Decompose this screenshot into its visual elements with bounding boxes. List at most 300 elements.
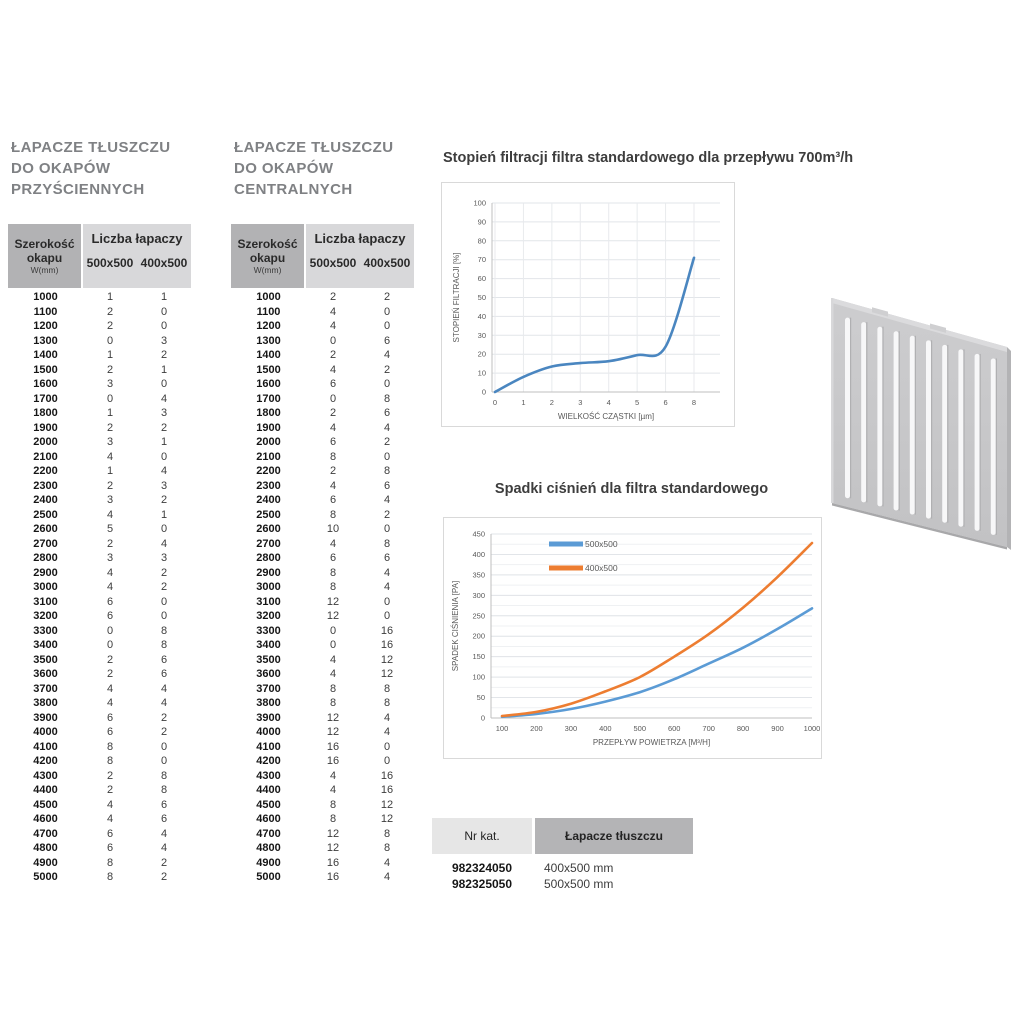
trap-count-cell: 12 xyxy=(326,610,340,622)
table-row xyxy=(231,740,414,755)
trap-count-cell: 8 xyxy=(106,871,114,883)
hood-width-cell: 1700 xyxy=(256,392,281,405)
trap-count-cell: 2 xyxy=(160,726,168,738)
trap-count-cell: 4 xyxy=(160,697,168,709)
trap-count-cell: 0 xyxy=(329,392,337,405)
trap-count-cell: 4 xyxy=(106,450,114,463)
trap-count-cell: 0 xyxy=(160,610,168,622)
table-row xyxy=(8,288,191,305)
hood-width-cell: 4200 xyxy=(256,755,281,767)
trap-count-cell: 3 xyxy=(160,479,168,492)
trap-count-cell: 6 xyxy=(383,407,391,419)
trap-count-cell: 4 xyxy=(383,581,391,593)
svg-text:40: 40 xyxy=(477,311,486,321)
wall-hoods-table-body xyxy=(8,288,191,885)
hood-width-cell: 1300 xyxy=(33,334,58,347)
table-row xyxy=(231,551,414,566)
table-row xyxy=(231,406,414,421)
trap-count-cell: 6 xyxy=(160,668,168,680)
title-line: CENTRALNYCH xyxy=(234,181,353,198)
hood-width-cell: 5000 xyxy=(33,871,58,883)
table-row xyxy=(8,609,191,624)
table-row xyxy=(8,580,191,595)
trap-count-cell: 0 xyxy=(106,639,114,651)
svg-text:90: 90 xyxy=(477,217,486,227)
trap-count-cell: 12 xyxy=(380,668,394,680)
table-row xyxy=(8,377,191,392)
hood-width-cell: 1800 xyxy=(256,407,281,419)
hood-width-cell: 2400 xyxy=(33,494,58,506)
hood-width-cell: 3500 xyxy=(256,653,281,666)
table-row xyxy=(8,595,191,610)
hood-width-cell: 3100 xyxy=(33,595,58,608)
table-row xyxy=(231,508,414,523)
hood-width-cell: 2300 xyxy=(33,479,58,492)
trap-count-cell: 2 xyxy=(160,871,168,883)
trap-count-cell: 2 xyxy=(106,653,114,666)
trap-count-cell: 1 xyxy=(160,508,168,521)
svg-text:5: 5 xyxy=(635,398,640,407)
hood-width-cell: 2000 xyxy=(256,436,281,448)
svg-text:70: 70 xyxy=(477,255,486,265)
trap-count-cell: 8 xyxy=(329,798,337,811)
trap-count-cell: 6 xyxy=(383,479,391,492)
trap-count-cell: 8 xyxy=(383,842,391,854)
trap-count-cell: 6 xyxy=(106,711,114,724)
trap-count-cell: 2 xyxy=(160,349,168,361)
central-hoods-table xyxy=(231,224,414,885)
hood-width-cell: 3000 xyxy=(256,581,281,593)
trap-count-cell: 2 xyxy=(329,407,337,419)
svg-text:150: 150 xyxy=(472,652,485,662)
size-400x500-header: 400x500 xyxy=(137,252,191,288)
table-row xyxy=(231,421,414,436)
table-row xyxy=(231,841,414,856)
trap-count-cell: 16 xyxy=(380,639,394,651)
grease-filter-image xyxy=(826,280,1016,563)
catalog-number: 982325050 xyxy=(451,877,513,891)
trap-count-cell: 6 xyxy=(106,726,114,738)
trap-count-cell: 3 xyxy=(106,494,114,506)
catalog-nr-header: Nr kat. xyxy=(432,818,532,854)
table-row xyxy=(8,508,191,523)
hood-width-cell: 4700 xyxy=(256,827,281,840)
hood-width-cell: 3400 xyxy=(256,639,281,651)
svg-text:700: 700 xyxy=(702,724,715,733)
hood-width-cell: 1400 xyxy=(33,349,58,361)
hood-width-cell: 2200 xyxy=(33,465,58,477)
hood-width-cell: 4800 xyxy=(33,842,58,854)
trap-count-cell: 8 xyxy=(106,755,114,767)
trap-count-cell: 4 xyxy=(106,566,114,579)
hood-width-cell: 1500 xyxy=(33,363,58,376)
trap-count-cell: 2 xyxy=(329,349,337,361)
catalog-row xyxy=(432,860,693,876)
svg-text:500: 500 xyxy=(633,724,647,733)
hood-width-cell: 3400 xyxy=(33,639,58,651)
trap-count-cell: 6 xyxy=(329,378,337,390)
central-hoods-title xyxy=(234,137,393,200)
trap-count-cell: 6 xyxy=(329,436,337,448)
table-row xyxy=(8,493,191,508)
table-row xyxy=(231,711,414,726)
hood-width-cell: 2800 xyxy=(256,552,281,564)
svg-text:60: 60 xyxy=(477,274,486,284)
trap-count-cell: 12 xyxy=(326,726,340,738)
table-row xyxy=(231,624,414,639)
table-row xyxy=(231,479,414,494)
hood-width-header: Szerokość okapu W(mm) xyxy=(8,224,83,288)
hood-width-cell: 4700 xyxy=(33,827,58,840)
table-row xyxy=(8,783,191,798)
table-row xyxy=(8,479,191,494)
pressure-chart-title: Spadki ciśnień dla filtra standardowego xyxy=(494,481,769,497)
trap-count-cell: 0 xyxy=(106,392,114,405)
hood-width-cell: 1400 xyxy=(256,349,281,361)
trap-count-cell: 2 xyxy=(106,363,114,376)
trap-count-cell: 12 xyxy=(380,653,394,666)
table-row xyxy=(231,812,414,827)
table-row xyxy=(8,348,191,363)
hood-width-cell: 4100 xyxy=(33,740,58,753)
hood-width-cell: 4000 xyxy=(33,726,58,738)
table-row xyxy=(8,305,191,320)
catalog-header-row xyxy=(432,818,693,854)
trap-count-cell: 2 xyxy=(106,305,114,318)
title-line: DO OKAPÓW xyxy=(11,160,111,177)
table-row xyxy=(231,682,414,697)
svg-text:STOPIEŃ FILTRACJI [%]: STOPIEŃ FILTRACJI [%] xyxy=(452,252,461,343)
trap-count-cell: 16 xyxy=(326,755,340,767)
trap-count-cell: 6 xyxy=(106,595,114,608)
trap-count-cell: 6 xyxy=(106,827,114,840)
svg-text:400x500: 400x500 xyxy=(585,563,618,573)
wall-hoods-table xyxy=(8,224,191,885)
filtration-chart-title: Stopień filtracji filtra standardowego dla przepływu 700m³/h xyxy=(443,150,854,166)
svg-text:4: 4 xyxy=(606,398,611,407)
table-row xyxy=(231,363,414,378)
trap-count-cell: 2 xyxy=(106,320,114,332)
trap-count-cell: 8 xyxy=(160,769,168,782)
trap-count-cell: 16 xyxy=(326,740,340,753)
trap-count-cell: 1 xyxy=(106,465,114,477)
trap-count-cell: 6 xyxy=(160,813,168,825)
trap-count-cell: 0 xyxy=(383,450,391,463)
trap-count-cell: 0 xyxy=(383,378,391,390)
hood-width-cell: 4600 xyxy=(256,813,281,825)
hood-width-cell: 3900 xyxy=(256,711,281,724)
trap-count-cell: 2 xyxy=(160,566,168,579)
trap-count-cell: 4 xyxy=(329,363,337,376)
trap-count-cell: 4 xyxy=(329,668,337,680)
trap-count-cell: 6 xyxy=(106,842,114,854)
trap-count-cell: 0 xyxy=(383,740,391,753)
trap-count-cell: 4 xyxy=(383,711,391,724)
table-row xyxy=(8,798,191,813)
svg-text:100: 100 xyxy=(473,198,486,208)
svg-text:1000: 1000 xyxy=(803,724,821,733)
trap-count-cell: 8 xyxy=(329,813,337,825)
table-row xyxy=(8,450,191,465)
svg-text:6: 6 xyxy=(663,398,668,407)
trap-count-cell: 3 xyxy=(106,436,114,448)
table-row xyxy=(231,288,414,305)
table-row xyxy=(8,392,191,407)
trap-count-cell: 8 xyxy=(383,827,391,840)
hood-width-cell: 4600 xyxy=(33,813,58,825)
hood-width-cell: 3700 xyxy=(33,682,58,695)
table-row xyxy=(8,870,191,885)
table-row xyxy=(8,624,191,639)
trap-count-cell: 0 xyxy=(160,320,168,332)
trap-count-cell: 12 xyxy=(326,711,340,724)
trap-count-cell: 10 xyxy=(326,523,340,535)
trap-count-cell: 6 xyxy=(160,798,168,811)
trap-count-cell: 4 xyxy=(329,653,337,666)
trap-count-cell: 0 xyxy=(160,450,168,463)
hood-width-cell: 1100 xyxy=(33,305,58,318)
hood-width-cell: 1600 xyxy=(33,378,58,390)
hood-width-cell: 2900 xyxy=(33,566,58,579)
svg-text:50: 50 xyxy=(477,293,486,302)
table-row xyxy=(231,609,414,624)
trap-count-cell: 8 xyxy=(329,697,337,709)
trap-count-cell: 8 xyxy=(160,624,168,637)
hood-width-cell: 1200 xyxy=(256,320,281,332)
svg-text:50: 50 xyxy=(476,693,485,703)
trap-count-cell: 8 xyxy=(383,392,391,405)
svg-text:300: 300 xyxy=(472,590,485,600)
trap-count-cell: 1 xyxy=(106,349,114,361)
hood-width-cell: 1500 xyxy=(256,363,281,376)
hood-width-cell: 1300 xyxy=(256,334,281,347)
table-row xyxy=(231,638,414,653)
trap-count-cell: 2 xyxy=(106,769,114,782)
size-500x500-header: 500x500 xyxy=(306,252,360,288)
table-row xyxy=(231,450,414,465)
hood-width-cell: 2200 xyxy=(256,465,281,477)
trap-count-cell: 0 xyxy=(329,624,337,637)
hood-width-cell: 2900 xyxy=(256,566,281,579)
pressure-chart-canvas xyxy=(444,518,821,758)
trap-count-cell: 4 xyxy=(329,421,337,434)
trap-count-cell: 4 xyxy=(160,827,168,840)
trap-count-cell: 0 xyxy=(383,523,391,535)
table-row xyxy=(8,711,191,726)
table-row xyxy=(231,870,414,885)
svg-text:PRZEPŁYW POWIETRZA [M³/H]: PRZEPŁYW POWIETRZA [M³/H] xyxy=(592,738,711,747)
hood-width-cell: 3600 xyxy=(256,668,281,680)
table-row xyxy=(8,537,191,552)
trap-count-cell: 2 xyxy=(106,479,114,492)
trap-count-cell: 0 xyxy=(383,305,391,318)
table-row xyxy=(231,754,414,769)
hood-width-cell: 4900 xyxy=(33,856,58,869)
svg-text:SPADEK CIŚNIENIA [PA]: SPADEK CIŚNIENIA [PA] xyxy=(451,580,460,672)
table-row xyxy=(231,580,414,595)
filtration-chart xyxy=(441,182,735,427)
trap-count-cell: 1 xyxy=(160,436,168,448)
trap-count-cell: 4 xyxy=(106,798,114,811)
svg-text:800: 800 xyxy=(736,724,750,733)
hood-width-cell: 2700 xyxy=(256,537,281,550)
svg-text:250: 250 xyxy=(472,611,485,621)
trap-count-cell: 1 xyxy=(160,291,168,303)
svg-text:0: 0 xyxy=(481,387,486,397)
hood-width-cell: 2600 xyxy=(33,523,58,535)
hood-width-cell: 3200 xyxy=(256,610,281,622)
catalog-size: 400x500 mm xyxy=(544,861,614,875)
table-row xyxy=(8,827,191,842)
trap-count-cell: 2 xyxy=(160,581,168,593)
svg-text:500x500: 500x500 xyxy=(585,539,618,549)
svg-text:350: 350 xyxy=(472,570,485,580)
trap-count-cell: 16 xyxy=(326,871,340,883)
hood-width-cell: 4400 xyxy=(33,784,58,796)
trap-count-cell: 8 xyxy=(329,682,337,695)
trap-count-cell: 3 xyxy=(160,334,168,347)
table-row xyxy=(231,725,414,740)
trap-count-cell: 2 xyxy=(383,291,391,303)
table-row xyxy=(8,754,191,769)
table-row xyxy=(8,740,191,755)
trap-count-cell: 1 xyxy=(160,363,168,376)
svg-text:200: 200 xyxy=(530,724,543,733)
trap-count-cell: 4 xyxy=(106,682,114,695)
trap-count-cell: 1 xyxy=(106,291,114,303)
central-hoods-table-body xyxy=(231,288,414,885)
trap-count-cell: 4 xyxy=(160,537,168,550)
table-row xyxy=(231,305,414,320)
trap-count-cell: 4 xyxy=(160,392,168,405)
svg-text:0: 0 xyxy=(492,398,498,407)
trap-count-header: Liczba łapaczy xyxy=(306,224,414,252)
hood-width-cell: 1100 xyxy=(256,305,281,318)
trap-count-cell: 2 xyxy=(383,363,391,376)
hood-width-cell: 2800 xyxy=(33,552,58,564)
table-row xyxy=(231,348,414,363)
trap-count-cell: 8 xyxy=(329,508,337,521)
hood-width-cell: 1800 xyxy=(33,407,58,419)
table-row xyxy=(231,653,414,668)
trap-count-cell: 0 xyxy=(160,755,168,767)
trap-count-cell: 4 xyxy=(160,682,168,695)
hood-width-cell: 3500 xyxy=(33,653,58,666)
svg-text:2: 2 xyxy=(549,398,554,407)
hood-width-cell: 2600 xyxy=(256,523,281,535)
trap-count-cell: 16 xyxy=(380,769,394,782)
table-row xyxy=(8,667,191,682)
hood-width-cell: 5000 xyxy=(256,871,281,883)
table-row xyxy=(231,783,414,798)
table-row xyxy=(8,638,191,653)
hood-width-cell: 4200 xyxy=(33,755,58,767)
hood-width-cell: 4900 xyxy=(256,856,281,869)
trap-count-cell: 4 xyxy=(383,421,391,434)
trap-count-cell: 8 xyxy=(383,682,391,695)
hood-width-cell: 1700 xyxy=(33,392,58,405)
table-row xyxy=(231,377,414,392)
trap-count-cell: 12 xyxy=(326,827,340,840)
trap-count-cell: 4 xyxy=(160,465,168,477)
table-row xyxy=(8,725,191,740)
trap-count-cell: 2 xyxy=(106,784,114,796)
hood-width-cell: 4300 xyxy=(33,769,58,782)
trap-count-cell: 6 xyxy=(160,653,168,666)
trap-count-cell: 6 xyxy=(329,552,337,564)
svg-text:10: 10 xyxy=(477,368,486,378)
trap-count-cell: 6 xyxy=(383,552,391,564)
trap-count-cell: 12 xyxy=(380,813,394,825)
hood-width-cell: 2300 xyxy=(256,479,281,492)
trap-count-cell: 5 xyxy=(106,523,114,535)
hood-width-cell: 3300 xyxy=(256,624,281,637)
trap-count-cell: 4 xyxy=(383,726,391,738)
trap-count-cell: 2 xyxy=(329,465,337,477)
table-row xyxy=(231,464,414,479)
table-row xyxy=(8,682,191,697)
svg-text:900: 900 xyxy=(771,724,784,733)
filtration-chart-canvas xyxy=(442,183,734,426)
svg-text:600: 600 xyxy=(667,724,681,733)
trap-count-cell: 0 xyxy=(160,595,168,608)
hood-width-cell: 1000 xyxy=(33,291,58,303)
trap-count-cell: 6 xyxy=(106,610,114,622)
table-row xyxy=(231,537,414,552)
title-line: PRZYŚCIENNYCH xyxy=(11,181,145,198)
table-row xyxy=(8,319,191,334)
hood-width-cell: 2100 xyxy=(256,450,281,463)
table-row xyxy=(231,798,414,813)
trap-count-cell: 8 xyxy=(383,697,391,709)
trap-count-cell: 8 xyxy=(160,639,168,651)
table-row xyxy=(8,566,191,581)
trap-count-cell: 0 xyxy=(383,595,391,608)
svg-text:30: 30 xyxy=(477,330,486,340)
hood-width-cell: 4500 xyxy=(33,798,58,811)
catalog-number: 982324050 xyxy=(451,861,513,875)
hood-width-cell: 1200 xyxy=(33,320,58,332)
hood-width-cell: 4300 xyxy=(256,769,281,782)
trap-count-cell: 2 xyxy=(160,856,168,869)
svg-text:450: 450 xyxy=(472,529,485,539)
table-row xyxy=(231,435,414,450)
table-row xyxy=(8,769,191,784)
trap-count-cell: 4 xyxy=(106,813,114,825)
trap-count-cell: 16 xyxy=(380,784,394,796)
hood-width-cell: 3200 xyxy=(33,610,58,622)
hood-width-cell: 2400 xyxy=(256,494,281,506)
trap-count-cell: 16 xyxy=(326,856,340,869)
hood-width-cell: 4100 xyxy=(256,740,281,753)
trap-count-cell: 0 xyxy=(160,378,168,390)
svg-text:400: 400 xyxy=(472,549,485,559)
trap-count-cell: 4 xyxy=(329,479,337,492)
trap-count-cell: 0 xyxy=(106,624,114,637)
table-row xyxy=(231,667,414,682)
table-row xyxy=(8,406,191,421)
trap-count-cell: 4 xyxy=(329,784,337,796)
trap-count-cell: 8 xyxy=(383,537,391,550)
hood-width-cell: 3600 xyxy=(33,668,58,680)
table-row xyxy=(231,319,414,334)
hood-width-cell: 3900 xyxy=(33,711,58,724)
trap-count-cell: 0 xyxy=(160,740,168,753)
svg-text:100: 100 xyxy=(495,724,509,733)
table-row xyxy=(8,841,191,856)
trap-count-header: Liczba łapaczy xyxy=(83,224,191,252)
title-line: DO OKAPÓW xyxy=(234,160,334,177)
